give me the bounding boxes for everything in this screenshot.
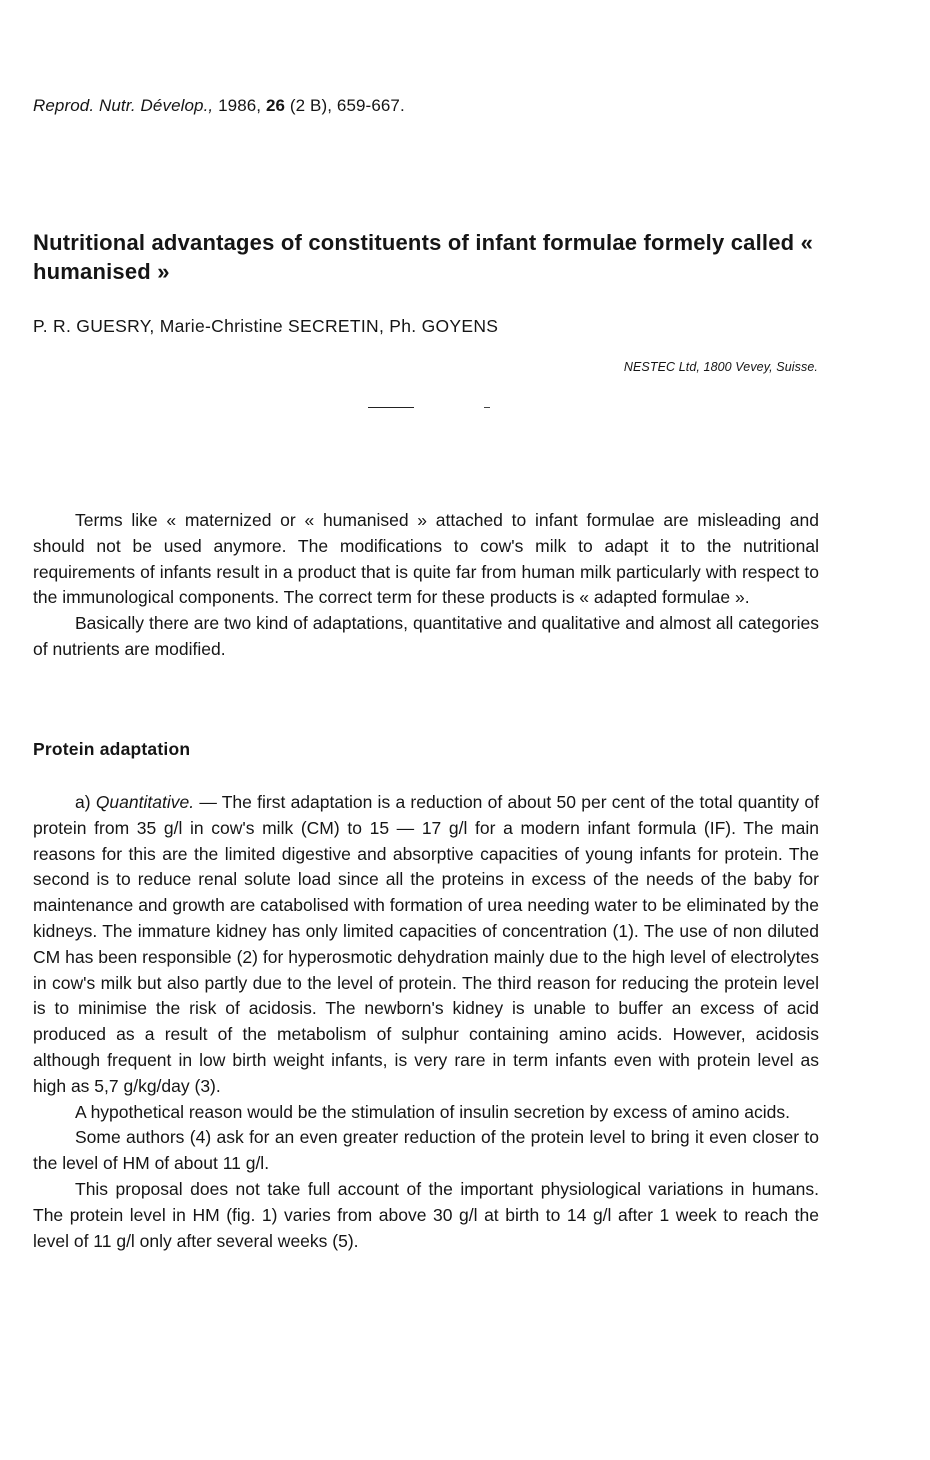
abstract-paragraph: Terms like « maternized or « humanised » attached to infant formulae are misleading and should not be used anymore. The modifications to cow's milk to adapt it to the nutritional requirements of infants result in a product that is quite far from human milk particularly with respect to the immunological components. The correct term for these products is « adapted formulae ». <box>33 510 819 608</box>
body-paragraph: This proposal does not take full account of the important physiological variations in humans. The protein level in HM (fig. 1) varies from above 30 g/l at birth to 14 g/l after 1 week to reach the level of 11 g/l only after several weeks (5). <box>33 1178 819 1251</box>
journal-reference <box>33 96 405 116</box>
article-title: Nutritional advantages of constituents of infant formulae formely called « humanised » <box>33 230 814 284</box>
journal-year: 1986, <box>218 96 262 115</box>
journal-name: Reprod. Nutr. Dévelop., <box>33 96 214 115</box>
abstract-paragraph: Basically there are two kind of adaptations, quantitative and qualitative and almost all categories of nutrients are modified. <box>33 613 819 659</box>
journal-volume: 26 <box>265 96 286 115</box>
section-body <box>33 790 819 1254</box>
body-paragraph: A hypothetical reason would be the stimulation of insulin secretion by excess of amino acids. <box>75 1101 790 1122</box>
article-authors: P. R. GUESRY, Marie-Christine SECRETIN, Ph. GOYENS <box>33 316 499 336</box>
abstract <box>33 508 819 663</box>
author-affiliation: NESTEC Ltd, 1800 Vevey, Suisse. <box>623 360 818 374</box>
section-heading: Protein adaptation <box>33 739 191 759</box>
paragraph-term: Quantitative. <box>95 792 195 812</box>
body-paragraph: Some authors (4) ask for an even greater reduction of the protein level to bring it even closer to the level of HM of about 11 g/l. <box>33 1127 819 1174</box>
body-paragraph <box>33 790 819 1100</box>
paragraph-label: a) <box>75 792 91 812</box>
separator-line <box>368 407 414 408</box>
separator-mark <box>484 407 490 408</box>
journal-issue-pages: (2 B), 659-667. <box>289 96 405 115</box>
paragraph-text: — The first adaptation is a reduction of about 50 per cent of the total quantity of protein from 35 g/l in cow's milk (CM) to 15 — 17 g/l for a modern infant formula (IF). The main reasons for this are the limited digestive and absorptive capacities of young infants for protein. The second is to reduce renal solute load since all the proteins in excess of the needs of the baby for maintenance and growth are catabolised with formation of urea needing water to be eliminated by the kidneys. The immature kidney has only limited capacities of concentration (1). The use of non diluted CM has been responsible (2) for hyperosmotic dehydration mainly due to the high level of electrolytes in cow's milk but also partly due to the level of protein. The third reason for reducing the protein level is to minimise the risk of acidosis. The newborn's kidney is unable to buffer an excess of acid produced as a result of the metabolism of sulphur containing amino acids. However, acidosis although frequent in low birth weight infants, is very rare in term infants even with protein level as high as 5,7 g/kg/day (3). <box>33 792 819 1096</box>
